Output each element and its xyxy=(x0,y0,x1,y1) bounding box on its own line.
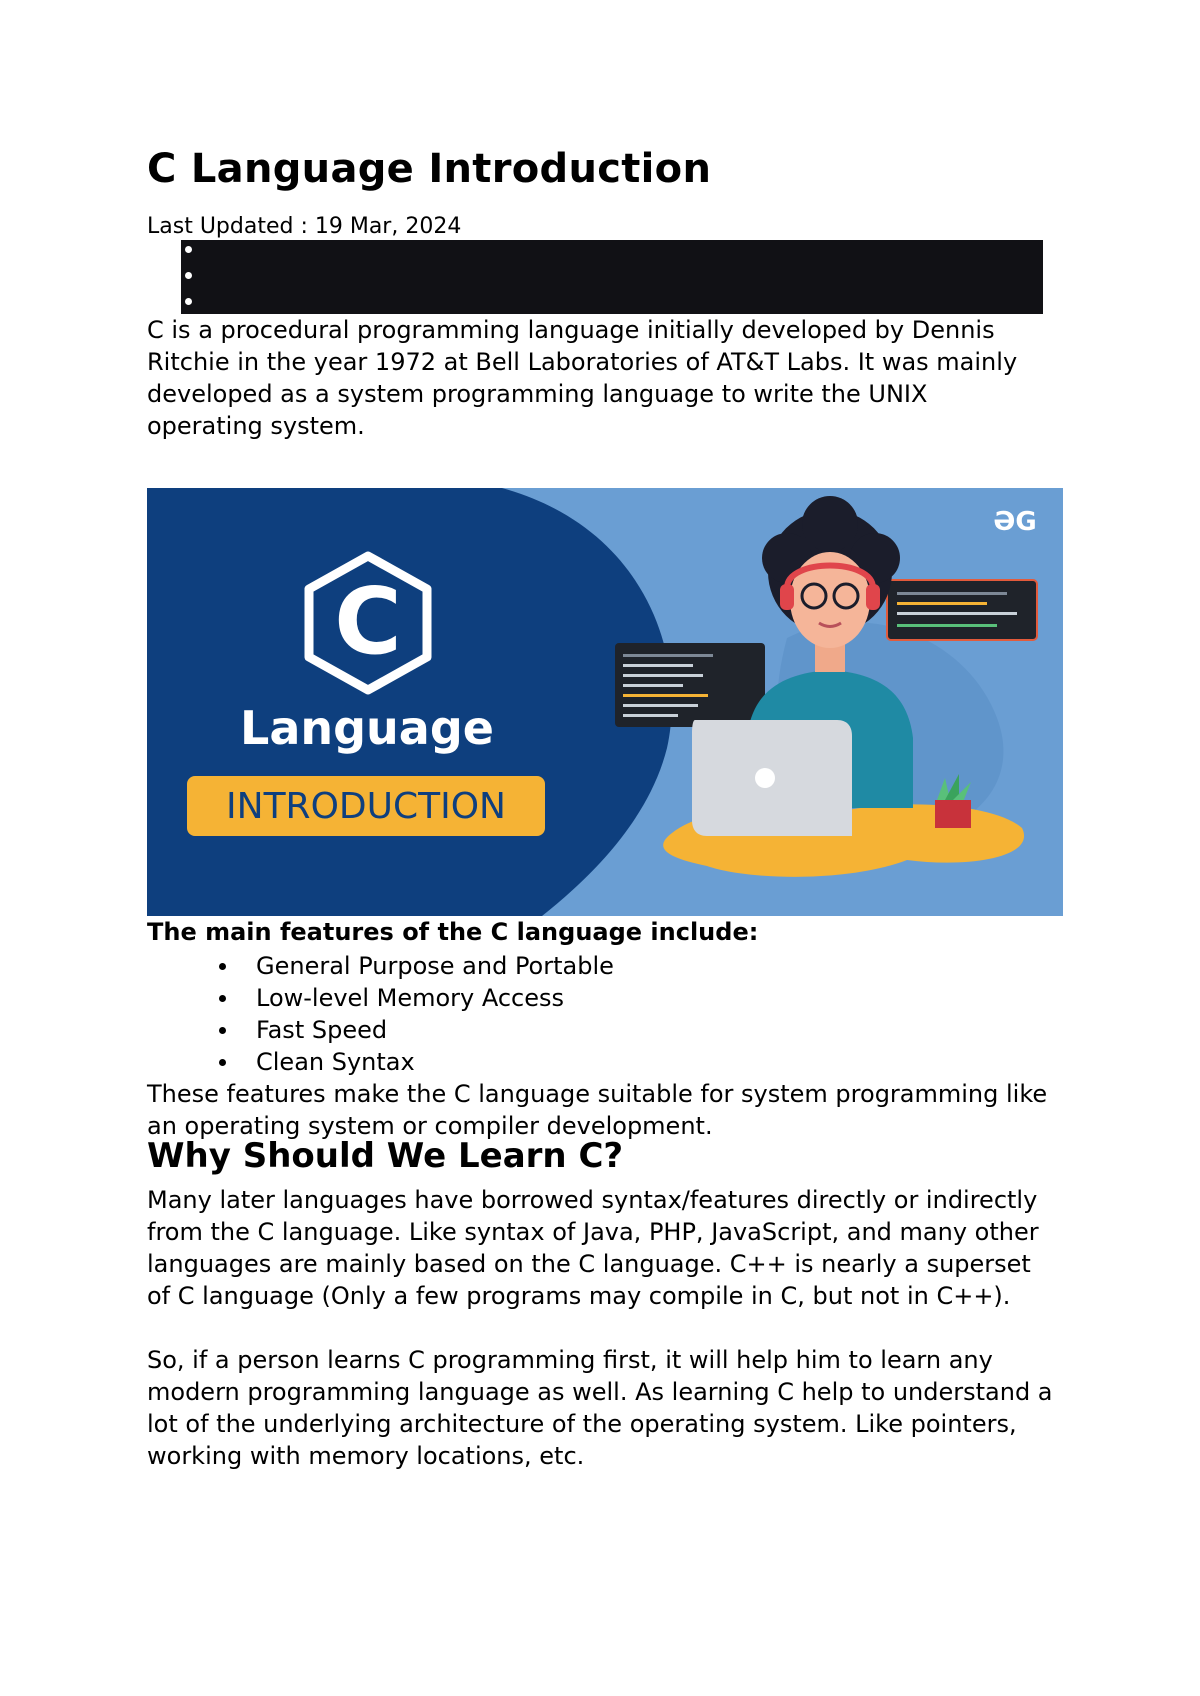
bullet-dot xyxy=(185,272,192,279)
page-title: C Language Introduction xyxy=(147,146,712,192)
list-item xyxy=(147,982,614,1014)
section-heading: Why Should We Learn C? xyxy=(147,1136,624,1176)
brand-logo: ƏG xyxy=(993,507,1037,537)
bullet-dot xyxy=(185,246,192,253)
list-item xyxy=(147,1014,614,1046)
list-item xyxy=(147,1046,614,1078)
feature-label: Fast Speed xyxy=(256,1016,388,1044)
hero-banner xyxy=(147,488,1063,916)
bullet-dot xyxy=(219,995,226,1002)
features-heading: The main features of the C language include: xyxy=(147,918,759,946)
why-paragraph-2: So, if a person learns C programming first, it will help him to learn any modern programming language as well. As learning C help to understand a lot of the underlying architecture of the operating system. Like pointers, working with memory locations, etc. xyxy=(147,1346,1053,1470)
bullet-dot xyxy=(219,963,226,970)
feature-label: Low-level Memory Access xyxy=(256,984,565,1012)
last-updated: Last Updated : 19 Mar, 2024 xyxy=(147,214,462,239)
why-paragraph-1: Many later languages have borrowed syntax/features directly or indirectly from the C language. Like syntax of Java, PHP, JavaScript, and many other languages are mainly based on the C language. C++ is nearly a superset of C language (Only a few programs may compile in C, but not in C++). xyxy=(147,1186,1039,1310)
list-item xyxy=(147,950,614,982)
features-summary: These features make the C language suitable for system programming like an operating system or compiler development. xyxy=(147,1080,1048,1140)
bullet-dot xyxy=(185,298,192,305)
feature-label: General Purpose and Portable xyxy=(256,952,614,980)
hero-badge: INTRODUCTION xyxy=(226,786,506,827)
bullet-dot xyxy=(219,1059,226,1066)
redacted-block xyxy=(181,240,1043,314)
hero-word: Language xyxy=(240,701,494,755)
feature-label: Clean Syntax xyxy=(256,1048,415,1076)
intro-paragraph: C is a procedural programming language initially developed by Dennis Ritchie in the year 1972 at Bell Laboratories of AT&T Labs. It was mainly developed as a system programming language to write the UNIX operating system. xyxy=(147,316,1018,440)
laptop-icon xyxy=(692,720,852,836)
features-list xyxy=(147,950,614,1078)
logo-letter: C xyxy=(334,568,402,675)
bullet-dot xyxy=(219,1027,226,1034)
